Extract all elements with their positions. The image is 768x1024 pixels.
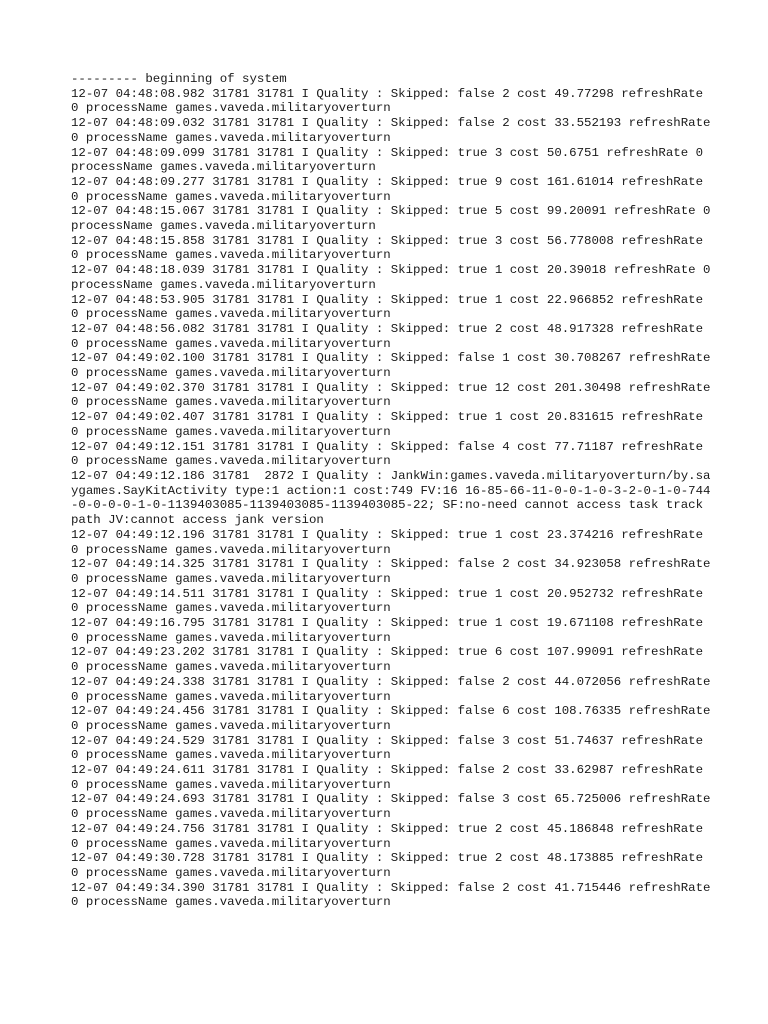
log-entry: 12-07 04:49:24.693 31781 31781 I Quality : Skipped: false 3 cost 65.725006 refreshRate 0 processName games.vaveda.militaryoverturn: [71, 792, 718, 822]
log-entry: 12-07 04:48:09.032 31781 31781 I Quality : Skipped: false 2 cost 33.552193 refreshRate 0 processName games.vaveda.militaryoverturn: [71, 116, 718, 145]
log-entry: 12-07 04:49:14.511 31781 31781 I Quality : Skipped: true 1 cost 20.952732 refreshRate 0 processName games.vaveda.militaryoverturn: [71, 586, 711, 616]
log-text: [71, 72, 718, 910]
document-page: [71, 72, 718, 910]
log-entry: 12-07 04:48:09.277 31781 31781 I Quality : Skipped: true 9 cost 161.61014 refreshRate 0 processName games.vaveda.militaryoverturn: [71, 174, 711, 204]
log-entry: 12-07 04:48:08.982 31781 31781 I Quality : Skipped: false 2 cost 49.77298 refreshRate 0 processName games.vaveda.militaryoverturn: [71, 86, 711, 116]
log-entry: 12-07 04:49:16.795 31781 31781 I Quality : Skipped: true 1 cost 19.671108 refreshRate 0 processName games.vaveda.militaryoverturn: [71, 616, 711, 645]
log-entry: 12-07 04:49:02.100 31781 31781 I Quality : Skipped: false 1 cost 30.708267 refreshRate 0 processName games.vaveda.militaryoverturn: [71, 351, 718, 381]
log-entry: 12-07 04:49:24.338 31781 31781 I Quality : Skipped: false 2 cost 44.072056 refreshRate 0 processName games.vaveda.militaryoverturn: [71, 674, 718, 704]
log-entry: 12-07 04:48:15.067 31781 31781 I Quality : Skipped: true 5 cost 99.20091 refreshRate 0 processName games.vaveda.militaryoverturn: [71, 204, 718, 234]
log-entry: 12-07 04:48:09.099 31781 31781 I Quality : Skipped: true 3 cost 50.6751 refreshRate 0 processName games.vaveda.militaryoverturn: [71, 145, 711, 175]
log-entry: 12-07 04:49:30.728 31781 31781 I Quality : Skipped: true 2 cost 48.173885 refreshRate 0 processName games.vaveda.militaryoverturn: [71, 851, 711, 880]
log-entry: 12-07 04:49:24.756 31781 31781 I Quality : Skipped: true 2 cost 45.186848 refreshRate 0 processName games.vaveda.militaryoverturn: [71, 821, 711, 851]
log-entry: 12-07 04:49:24.611 31781 31781 I Quality : Skipped: false 2 cost 33.62987 refreshRate 0 processName games.vaveda.militaryoverturn: [71, 763, 711, 792]
log-entry: 12-07 04:49:23.202 31781 31781 I Quality : Skipped: true 6 cost 107.99091 refreshRate 0 processName games.vaveda.militaryoverturn: [71, 645, 711, 675]
log-entry: 12-07 04:49:24.456 31781 31781 I Quality : Skipped: false 6 cost 108.76335 refreshRate 0 processName games.vaveda.militaryoverturn: [71, 704, 718, 733]
log-entry: 12-07 04:48:56.082 31781 31781 I Quality : Skipped: true 2 cost 48.917328 refreshRate 0 processName games.vaveda.militaryoverturn: [71, 321, 711, 351]
log-entry: 12-07 04:49:02.370 31781 31781 I Quality : Skipped: true 12 cost 201.30498 refreshRate 0 processName games.vaveda.militaryoverturn: [71, 380, 718, 410]
log-entry: 12-07 04:49:02.407 31781 31781 I Quality : Skipped: true 1 cost 20.831615 refreshRate 0 processName games.vaveda.militaryoverturn: [71, 410, 711, 439]
log-entry: 12-07 04:49:12.186 31781 2872 I Quality : JankWin:games.vaveda.militaryoverturn/by.saygames.SayKitActivity type:1 action:1 cost:749 FV:16 16-85-66-11-0-0-1-0-3-2-0-1-0-744-0-0-0-0-1-0-1139403085-1139403085-1139403085-22; SF:no-need cannot access task track path JV:cannot access jank version: [71, 468, 711, 528]
log-entry: 12-07 04:49:34.390 31781 31781 I Quality : Skipped: false 2 cost 41.715446 refreshRate 0 processName games.vaveda.militaryoverturn: [71, 880, 718, 910]
log-entry: 12-07 04:48:15.858 31781 31781 I Quality : Skipped: true 3 cost 56.778008 refreshRate 0 processName games.vaveda.militaryoverturn: [71, 233, 711, 263]
log-header-line: --------- beginning of system: [71, 72, 287, 86]
log-entry: 12-07 04:48:53.905 31781 31781 I Quality : Skipped: true 1 cost 22.966852 refreshRate 0 processName games.vaveda.militaryoverturn: [71, 292, 711, 322]
log-entry: 12-07 04:49:24.529 31781 31781 I Quality : Skipped: false 3 cost 51.74637 refreshRate 0 processName games.vaveda.militaryoverturn: [71, 733, 711, 763]
log-entry: 12-07 04:49:14.325 31781 31781 I Quality : Skipped: false 2 cost 34.923058 refreshRate 0 processName games.vaveda.militaryoverturn: [71, 557, 718, 586]
log-entry: 12-07 04:49:12.151 31781 31781 I Quality : Skipped: false 4 cost 77.71187 refreshRate 0 processName games.vaveda.militaryoverturn: [71, 439, 711, 469]
log-entry: 12-07 04:48:18.039 31781 31781 I Quality : Skipped: true 1 cost 20.39018 refreshRate 0 processName games.vaveda.militaryoverturn: [71, 263, 718, 292]
log-entry: 12-07 04:49:12.196 31781 31781 I Quality : Skipped: true 1 cost 23.374216 refreshRate 0 processName games.vaveda.militaryoverturn: [71, 527, 711, 557]
